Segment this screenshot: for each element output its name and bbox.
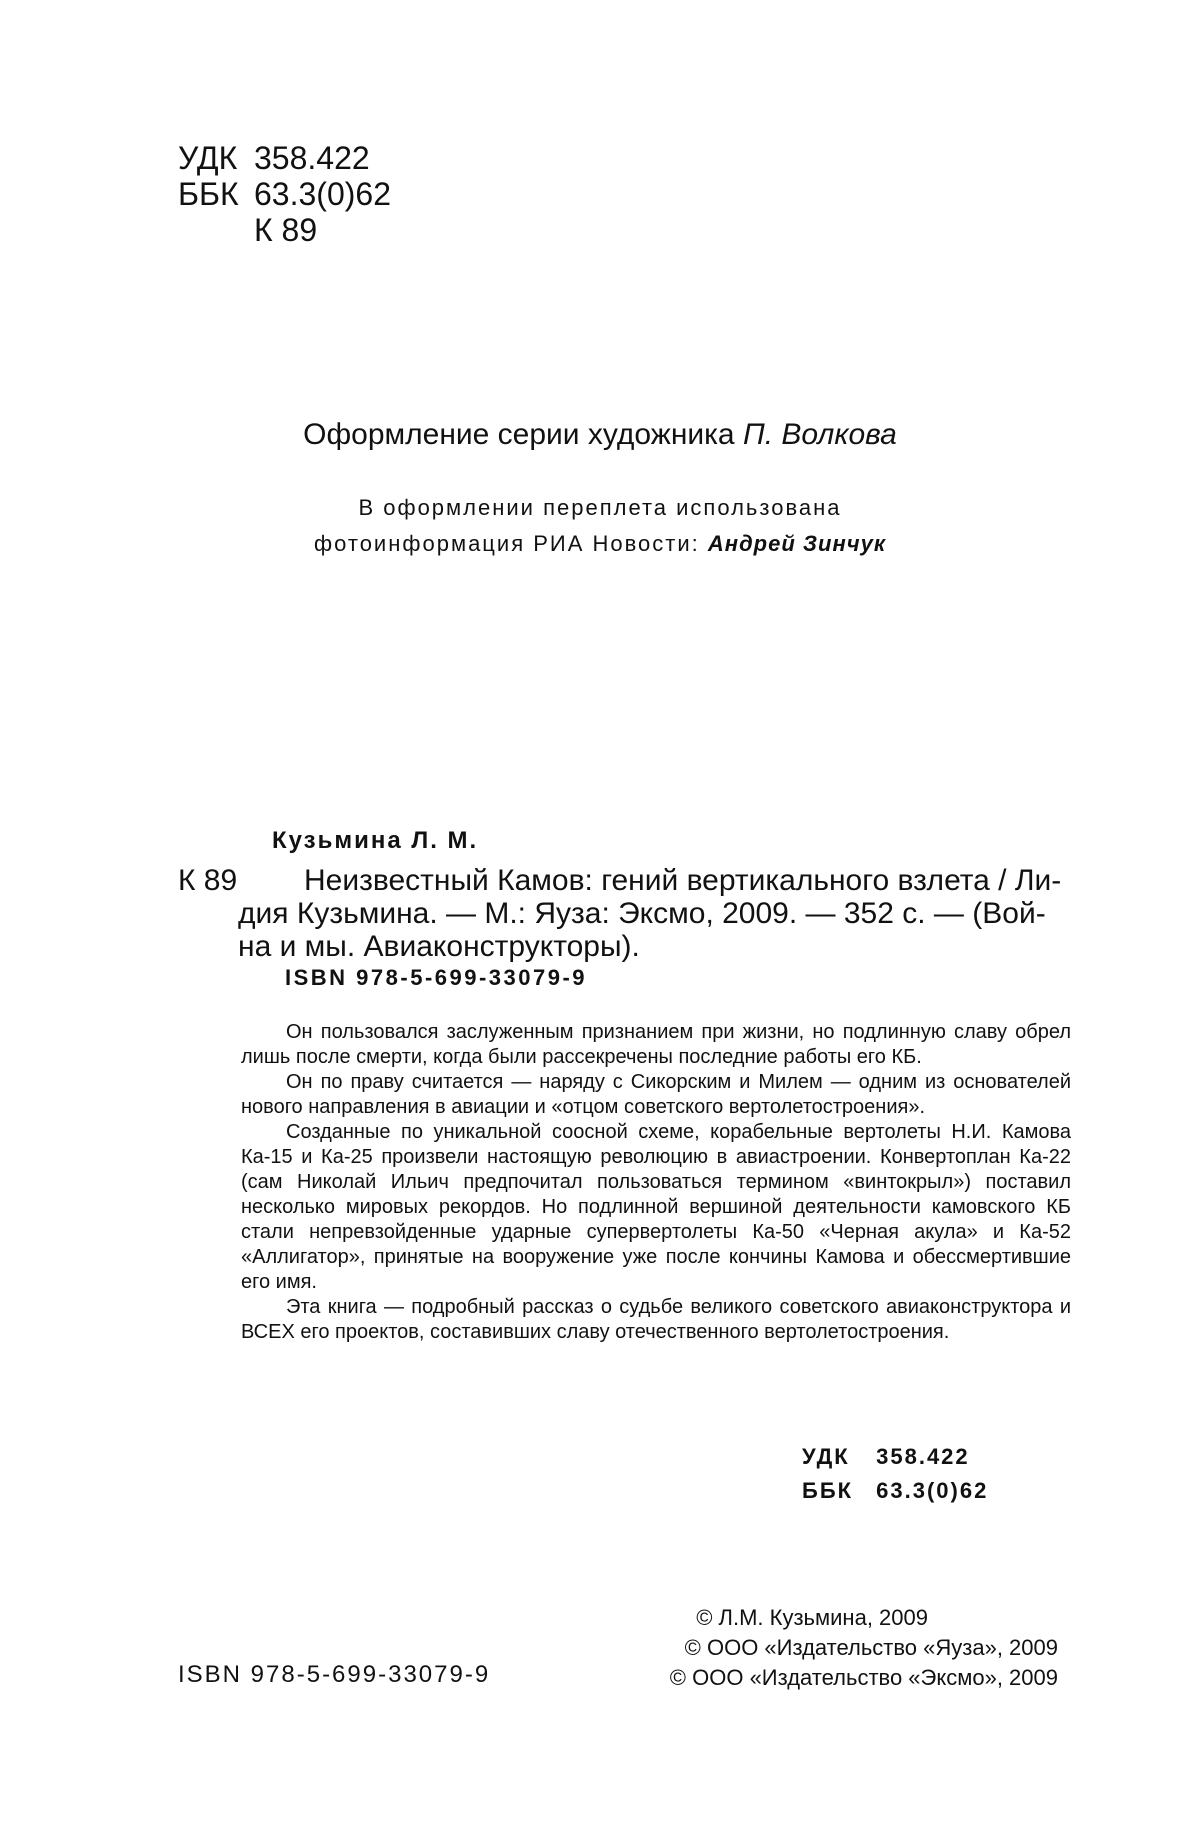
binding-line2 (0, 526, 1200, 562)
bib-code: К 89 (178, 864, 238, 897)
annotation-paragraph: Он по праву считается — наряду с Сикорским и Милем — одним из основателей нового направления в авиации и «отцом советского вертолетостроения». (241, 1071, 1071, 1118)
copyright-block (640, 1603, 1058, 1693)
author-mark: К 89 (254, 212, 318, 248)
copyright-line: © ООО «Издательство «Эксмо», 2009 (669, 1665, 1058, 1690)
tail-udk-label: УДК (802, 1444, 850, 1469)
annotation-paragraph: Созданные по уникальной соосной схеме, корабельные вертолеты Н.И. Камова Ка-15 и Ка-25 произвели настоящую революцию в авиастроении. Конвертоплан Ка-22 (сам Николай Ильич предпочитал пользоваться термином «винтокрыл») поставил несколько мировых рекордов. Но подлинной вершиной деятельности камовского КБ стали непревзойденные ударные супервертолеты Ка-50 «Черная акула» и Ка-52 «Аллигатор», принятые на вооружение уже после кончины Камова и обессмертившие его имя. (241, 1121, 1071, 1293)
tail-udk-value: 358.422 (876, 1444, 970, 1469)
udk-label: УДК (178, 140, 238, 176)
annotation-paragraph: Он пользовался заслуженным признанием при жизни, но подлинную славу обрел лишь после смерти, когда были рассекречены последние работы его КБ. (241, 1021, 1071, 1068)
isbn-footer: ISBN 978-5-699-33079-9 (178, 1661, 491, 1688)
bib-line2: дия Кузьмина. — М.: Яуза: Эксмо, 2009. — 352 с. — (Вой- (238, 897, 1046, 930)
binding-line2-prefix: фотоинформация РИА Новости: (314, 531, 700, 556)
tail-classification-codes (802, 1440, 988, 1508)
bbk-value: 63.3(0)62 (254, 176, 391, 212)
bbk-row (178, 176, 391, 212)
series-artist: П. Волкова (742, 418, 897, 451)
bib-author: Кузьмина Л. М. (272, 827, 479, 854)
tail-bbk-label: ББК (802, 1478, 854, 1503)
binding-credit (0, 490, 1200, 562)
udk-value: 358.422 (254, 140, 370, 176)
tail-udk-row (802, 1440, 988, 1474)
tail-bbk-row (802, 1474, 988, 1508)
classification-codes (178, 140, 391, 248)
copyright-line: © ООО «Издательство «Яуза», 2009 (684, 1635, 1058, 1660)
bib-line3: на и мы. Авиаконструкторы). (238, 930, 640, 963)
binding-line1: В оформлении переплета использована (358, 495, 842, 520)
udk-row (178, 140, 391, 176)
tail-bbk-value: 63.3(0)62 (876, 1478, 989, 1503)
bibliographic-entry (178, 864, 1078, 963)
photographer-name: Андрей Зинчук (707, 531, 886, 556)
bib-line1: Неизвестный Камов: гений вертикального взлета / Ли- (304, 864, 1062, 897)
series-design-text: Оформление серии художника (303, 418, 735, 451)
series-design-credit (0, 418, 1200, 452)
annotation (241, 1020, 1071, 1345)
copyright-line: © Л.М. Кузьмина, 2009 (696, 1605, 928, 1630)
isbn-main: ISBN 978-5-699-33079-9 (285, 965, 588, 990)
annotation-paragraph: Эта книга — подробный рассказ о судьбе великого советского авиаконструктора и ВСЕХ его проектов, составивших славу отечественного вертолетостроения. (241, 1296, 1071, 1343)
bbk-label: ББК (178, 176, 239, 212)
